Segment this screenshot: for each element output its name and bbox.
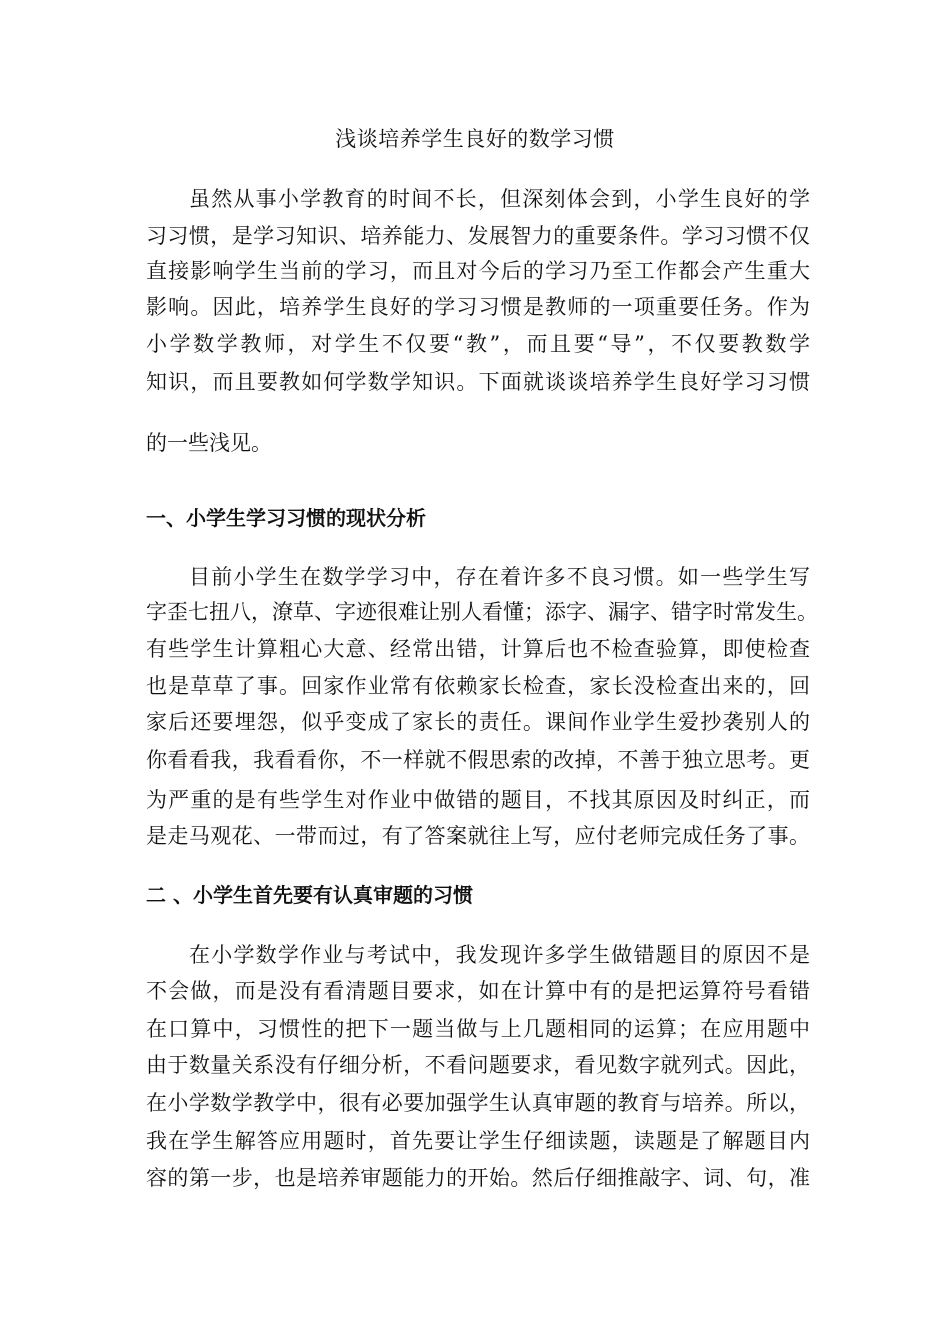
- section-heading: 一、小学生学习习惯的现状分析: [146, 506, 426, 530]
- section2-paragraph-line: 在小学数学作业与考试中，我发现许多学生做错题目的原因不是: [189, 943, 810, 967]
- section1-paragraph-line: 目前小学生在数学学习中，存在着许多不良习惯。如一些学生写: [189, 565, 810, 589]
- section1-paragraph-line: 家后还要埋怨，似乎变成了家长的责任。课间作业学生爱抄袭别人的: [146, 710, 810, 734]
- section2-paragraph-line: 在口算中，习惯性的把下一题当做与上几题相同的运算；在应用题中: [146, 1017, 810, 1041]
- section-heading: 二 、小学生首先要有认真审题的习惯: [146, 883, 473, 907]
- section2-paragraph-line: 在小学数学教学中，很有必要加强学生认真审题的教育与培养。所以，: [146, 1091, 810, 1115]
- section1-paragraph-line: 是走马观花、一带而过，有了答案就往上写，应付老师完成任务了事。: [146, 824, 810, 848]
- intro-paragraph-line: 小学数学教师，对学生不仅要“教”，而且要“导”，不仅要教数学: [146, 332, 810, 356]
- section1-paragraph-line: 也是草草了事。回家作业常有依赖家长检查，家长没检查出来的，回: [146, 674, 810, 698]
- intro-paragraph-line: 知识，而且要教如何学数学知识。下面就谈谈培养学生良好学习习惯: [146, 370, 810, 394]
- document-title: 浅谈培养学生良好的数学习惯: [335, 127, 615, 151]
- intro-paragraph-line: 直接影响学生当前的学习，而且对今后的学习乃至工作都会产生重大: [146, 259, 810, 283]
- section1-paragraph-line: 你看看我，我看看你，不一样就不假思索的改掉，不善于独立思考。更: [146, 748, 810, 772]
- intro-paragraph-line: 的一些浅见。: [146, 431, 272, 455]
- intro-paragraph-line: 习习惯，是学习知识、培养能力、发展智力的重要条件。学习习惯不仅: [146, 224, 810, 248]
- section2-paragraph-line: 由于数量关系没有仔细分析，不看问题要求，看见数字就列式。因此，: [146, 1053, 810, 1077]
- section1-paragraph-line: 字歪七扭八，潦草、字迹很难让别人看懂；添字、漏字、错字时常发生。: [146, 600, 818, 624]
- section2-paragraph-line: 不会做，而是没有看清题目要求，如在计算中有的是把运算符号看错: [146, 979, 810, 1003]
- section1-paragraph-line: 有些学生计算粗心大意、经常出错，计算后也不检查验算，即使检查: [146, 637, 810, 661]
- section2-paragraph-line: 我在学生解答应用题时，首先要让学生仔细读题，读题是了解题目内: [146, 1129, 810, 1153]
- intro-paragraph-line: 影响。因此，培养学生良好的学习习惯是教师的一项重要任务。作为: [146, 295, 810, 319]
- section2-paragraph-line: 容的第一步，也是培养审题能力的开始。然后仔细推敲字、词、句，准: [146, 1166, 810, 1190]
- section1-paragraph-line: 为严重的是有些学生对作业中做错的题目，不找其原因及时纠正，而: [146, 788, 810, 812]
- intro-paragraph-line: 虽然从事小学教育的时间不长，但深刻体会到，小学生良好的学: [189, 187, 810, 211]
